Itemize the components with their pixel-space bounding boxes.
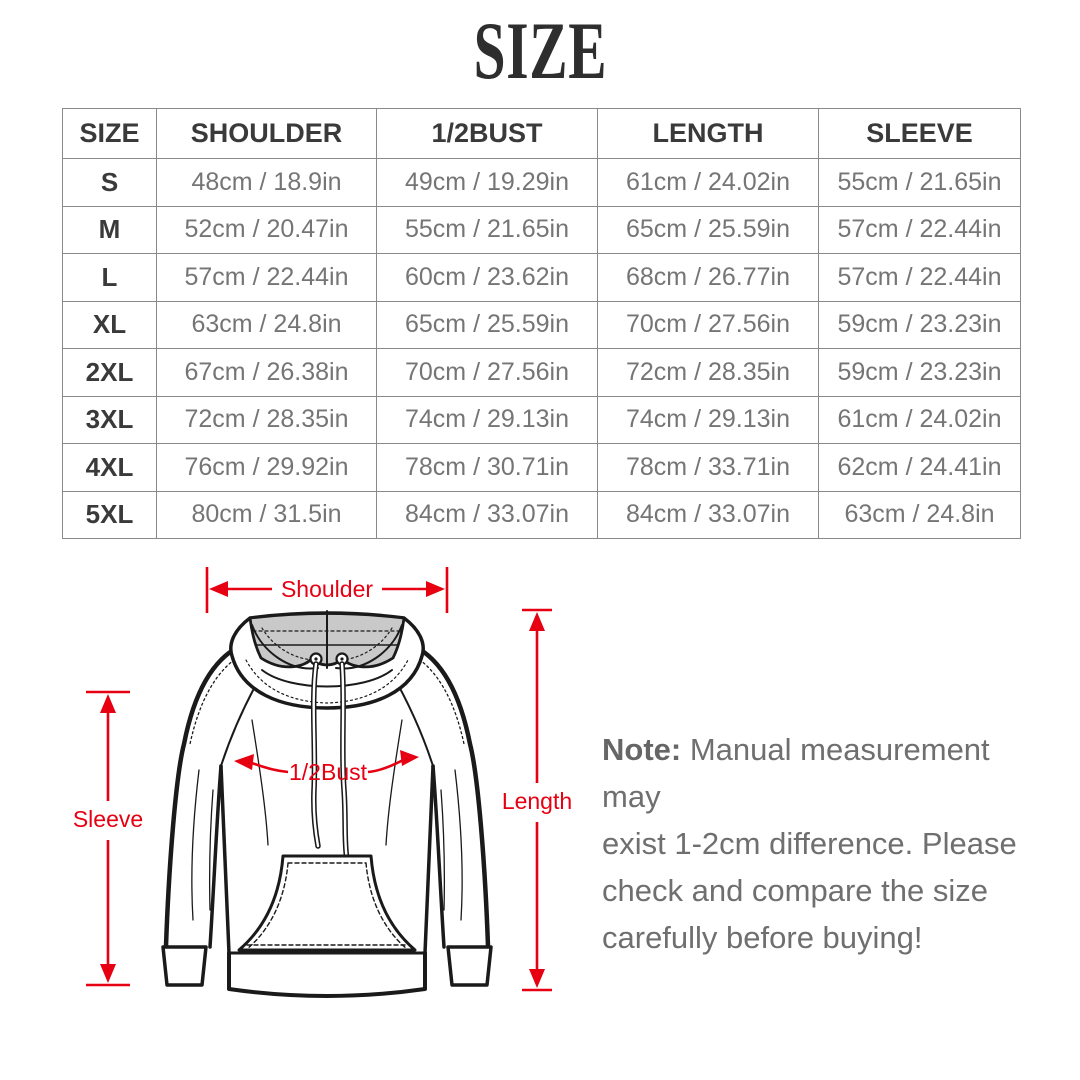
right-sleeve-outline <box>414 646 488 946</box>
left-body-side <box>221 766 229 953</box>
sleeve-arrow <box>73 692 143 985</box>
chest-wrinkle <box>386 720 402 845</box>
sleeve-cell: 59cm / 23.23in <box>819 301 1021 349</box>
shoulder-cell: 76cm / 29.92in <box>157 444 377 492</box>
left-inner-sleeve <box>210 766 221 947</box>
sleeve-wrinkle <box>192 770 199 920</box>
bust-cell: 78cm / 30.71in <box>377 444 598 492</box>
hem-band <box>229 953 425 996</box>
sleeve-cell: 57cm / 22.44in <box>819 254 1021 302</box>
size-cell: L <box>63 254 157 302</box>
sleeve-cell: 55cm / 21.65in <box>819 159 1021 207</box>
header-length: LENGTH <box>598 109 819 159</box>
length-cell: 84cm / 33.07in <box>598 491 819 539</box>
header-sleeve: SLEEVE <box>819 109 1021 159</box>
page-title-text: SIZE <box>473 5 607 96</box>
bust-cell: 55cm / 21.65in <box>377 206 598 254</box>
right-body-side <box>425 766 433 953</box>
length-cell: 72cm / 28.35in <box>598 349 819 397</box>
bust-cell: 74cm / 29.13in <box>377 396 598 444</box>
table-row <box>63 301 1021 349</box>
shoulder-cell: 72cm / 28.35in <box>157 396 377 444</box>
length-cell: 61cm / 24.02in <box>598 159 819 207</box>
table-row <box>63 349 1021 397</box>
table-row <box>63 444 1021 492</box>
length-cell: 68cm / 26.77in <box>598 254 819 302</box>
size-cell: 4XL <box>63 444 157 492</box>
size-cell: XL <box>63 301 157 349</box>
bust-cell: 65cm / 25.59in <box>377 301 598 349</box>
shoulder-cell: 67cm / 26.38in <box>157 349 377 397</box>
left-sleeve-outline <box>166 646 240 946</box>
header-size: SIZE <box>63 109 157 159</box>
bust-cell: 49cm / 19.29in <box>377 159 598 207</box>
left-cuff <box>163 947 206 985</box>
pocket-outline <box>239 856 415 950</box>
table-row <box>63 491 1021 539</box>
shoulder-cell: 80cm / 31.5in <box>157 491 377 539</box>
sleeve-cell: 57cm / 22.44in <box>819 206 1021 254</box>
size-cell: 3XL <box>63 396 157 444</box>
header-shoulder: SHOULDER <box>157 109 377 159</box>
size-cell: S <box>63 159 157 207</box>
shoulder-cell: 57cm / 22.44in <box>157 254 377 302</box>
note-line: carefully before buying! <box>602 920 923 955</box>
length-label: Length <box>501 788 573 814</box>
note-line: Manual measurement may <box>602 732 990 814</box>
sleeve-label: Sleeve <box>72 806 144 832</box>
hoodie-drawing <box>163 611 491 996</box>
table-row <box>63 254 1021 302</box>
length-cell: 74cm / 29.13in <box>598 396 819 444</box>
sleeve-cell: 63cm / 24.8in <box>819 491 1021 539</box>
length-cell: 78cm / 33.71in <box>598 444 819 492</box>
table-header-row <box>63 109 1021 159</box>
shoulder-label: Shoulder <box>280 576 374 602</box>
sleeve-cell: 59cm / 23.23in <box>819 349 1021 397</box>
page-title <box>0 5 1080 96</box>
note-line: exist 1-2cm difference. Please <box>602 826 1017 861</box>
bust-cell: 84cm / 33.07in <box>377 491 598 539</box>
bust-arrow <box>234 750 419 785</box>
sleeve-cell: 61cm / 24.02in <box>819 396 1021 444</box>
right-eyelet-hole <box>340 657 343 660</box>
size-cell: 5XL <box>63 491 157 539</box>
chest-wrinkle <box>252 720 268 845</box>
table-row <box>63 206 1021 254</box>
right-inner-sleeve <box>433 766 444 947</box>
shoulder-cell: 52cm / 20.47in <box>157 206 377 254</box>
sleeve-cell: 62cm / 24.41in <box>819 444 1021 492</box>
bust-cell: 60cm / 23.62in <box>377 254 598 302</box>
right-cuff <box>448 947 491 985</box>
shoulder-arrow <box>207 567 447 613</box>
table-row <box>63 396 1021 444</box>
note-line: check and compare the size <box>602 873 988 908</box>
size-chart-table <box>62 108 1021 539</box>
header-bust: 1/2BUST <box>377 109 598 159</box>
table-row <box>63 159 1021 207</box>
length-cell: 65cm / 25.59in <box>598 206 819 254</box>
shoulder-cell: 63cm / 24.8in <box>157 301 377 349</box>
bust-label: 1/2Bust <box>289 759 367 785</box>
note-text <box>602 726 1032 961</box>
length-cell: 70cm / 27.56in <box>598 301 819 349</box>
bust-cell: 70cm / 27.56in <box>377 349 598 397</box>
size-cell: 2XL <box>63 349 157 397</box>
sleeve-wrinkle <box>455 770 462 920</box>
size-cell: M <box>63 206 157 254</box>
shoulder-cell: 48cm / 18.9in <box>157 159 377 207</box>
hoodie-measurement-diagram <box>60 555 580 1025</box>
length-arrow <box>502 610 572 990</box>
left-eyelet-hole <box>314 657 317 660</box>
note-prefix: Note: <box>602 732 682 767</box>
